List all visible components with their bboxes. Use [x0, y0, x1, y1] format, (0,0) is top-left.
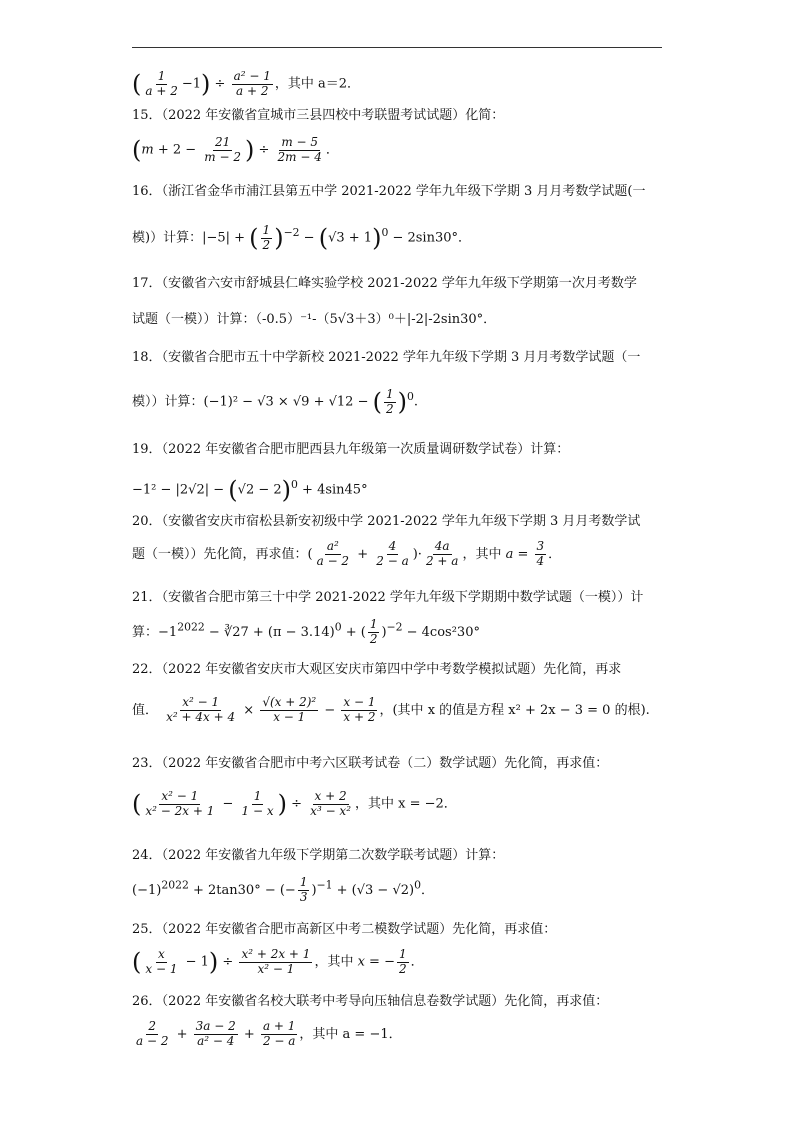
item-22: 22．（2022 年安徽省安庆市大观区安庆市第四中学中考数学模拟试题）先化简，再求	[132, 662, 622, 677]
item-23: 23．（2022 年安徽省合肥市中考六区联考试卷（二）数学试题）先化简，再求值：	[132, 756, 609, 771]
item-20-formula: 题（一模））先化简，再求值：( $\frac{\text{a²}}{a - 2}$ + $\frac{4}{2 - a}$ )· $\frac{4a}{2 + a}$ ，其中 a = $\frac{3}{4}$ ．	[132, 539, 562, 568]
item-23-formula: ( $\frac{\text{x² − 1}}{\text{x² − 2x + 1}}$ − $\frac{1}{1 - x}$ ) ÷ $\frac{x + 2}{\text{x³ − x²}}$ ，其中 x = −2．	[132, 788, 457, 818]
item-17-line2: 试题（一模））计算：（-0.5）⁻¹-（5√3＋3）⁰＋|-2|-2sin30°．	[132, 312, 497, 327]
item-24-formula: $(-1)^{2022} + 2\tan 30^\circ$ − (− $\frac{1}{3}$ )$^{-1} + (√3 - √2)^0$．	[132, 875, 434, 904]
item-16-formula: 模)）计算：|−5| + ( $\frac{1}{2}$ )$^{-2} - (√3 + 1)^0 - 2\sin 30^\circ$．	[132, 222, 472, 252]
item-15: 15．（2022 年安徽省宣城市三县四校中考联盟考试试题）化简：	[132, 108, 505, 123]
item-17: 17．（安徽省六安市舒城县仁峰实验学校 2021-2022 学年九年级下学期第一次月考数学	[132, 276, 637, 291]
item-19-formula: $-1^2 - |2√2| - (√2 - 2)^0 + 4\sin 45^\circ$	[132, 476, 368, 504]
item-22-formula: 值． $\frac{\text{x² − 1}}{\text{x² + 4x + 4}}$ × $\frac{\text{√(x + 2)²}}{x - 1}$ − $\frac{x - 1}{x + 2}$ ，(其中 x 的值是方程 x² + 2x − 3 = 0 的根).	[132, 695, 650, 724]
item-20: 20．（安徽省安庆市宿松县新安初级中学 2021-2022 学年九年级下学期 3 月月考数学试	[132, 514, 641, 529]
item-26-formula: $\frac{2}{a - 2}$ + $\frac{3a - 2}{\text{a² − 4}}$ + $\frac{a + 1}{2 - a}$ ，其中 a = −1．	[136, 1019, 402, 1048]
item-19: 19．（2022 年安徽省合肥市肥西县九年级第一次质量调研数学试卷）计算：	[132, 442, 570, 457]
item-21-formula: 算：$-1^{2022}$ − ∛27 + $(\pi - 3.14)^0$ + ( $\frac{1}{2}$ )$^{-2}$ − 4cos²30°	[132, 617, 480, 646]
header-rule	[132, 47, 662, 48]
item-24: 24．（2022 年安徽省九年级下学期第二次数学联考试题）计算：	[132, 848, 505, 863]
item-26: 26．（2022 年安徽省名校大联考中考导向压轴信息卷数学试题）先化简，再求值：	[132, 994, 609, 1009]
item-16: 16．（浙江省金华市浦江县第五中学 2021-2022 学年九年级下学期 3 月月考数学试题(一	[132, 184, 646, 199]
item-18-formula: 模））计算：(−1)² − √3 × √9 + √12 − ( $\frac{1}{2}$ )$^0$.	[132, 386, 419, 416]
item-18: 18．（安徽省合肥市五十中学新校 2021-2022 学年九年级下学期 3 月月考数学试题（一	[132, 350, 641, 365]
item-15-formula: (m + 2 − $\frac{21}{m - 2}$ ) ÷ $\frac{m - 5}{2m - 4}$ ．	[132, 134, 339, 164]
item-21: 21．（安徽省合肥市第三十中学 2021-2022 学年九年级下学期期中数学试题（一模））计	[132, 590, 644, 605]
item-14-formula: ( $\frac{1}{a + 2}$ −1) ÷ $\frac{\text{a² − 1}}{a + 2}$ ，其中 a＝2．	[132, 68, 361, 98]
item-25-formula: ( $\frac{x}{x - 1}$ − 1) ÷ $\frac{\text{x² + 2x + 1}}{\text{x² − 1}}$ ，其中 x = − $\frac{1}{2}$ ．	[132, 946, 424, 976]
item-25: 25．（2022 年安徽省合肥市高新区中考二模数学试题）先化简，再求值：	[132, 922, 557, 937]
